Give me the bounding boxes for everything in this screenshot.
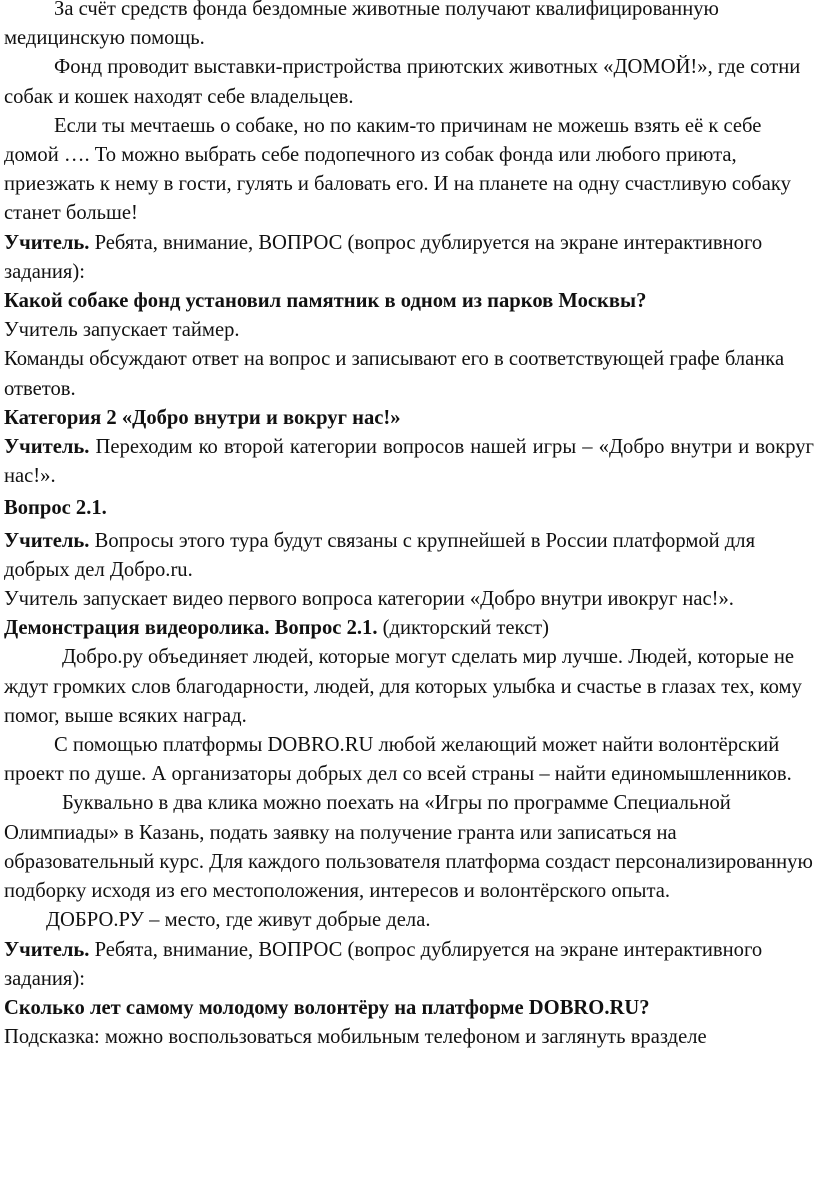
paragraph-text: Переходим ко второй категории вопросов нашей игры – «Добро внутри и вокруг нас!». xyxy=(4,436,814,488)
question-dog-monument xyxy=(4,287,814,316)
paragraph-text: Ребята, внимание, ВОПРОС (вопрос дублируется на экране интерактивного задания): xyxy=(4,938,763,990)
paragraph-hint xyxy=(4,1023,814,1052)
question-2-1-heading xyxy=(4,494,814,523)
teacher-category-2-intro xyxy=(4,433,814,491)
paragraph-text: Учитель запускает таймер. xyxy=(4,319,240,342)
paragraph-two-clicks xyxy=(4,789,814,906)
heading-note: (дикторский текст) xyxy=(377,617,550,640)
question-text: Сколько лет самому молодому волонтёру на платформе DOBRO.RU? xyxy=(4,996,650,1019)
teacher-label: Учитель. xyxy=(4,938,90,961)
paragraph-teams-discuss xyxy=(4,345,814,403)
paragraph-text: Добро.ру объединяет людей, которые могут сделать мир лучше. Людей, которые не ждут громких слов благодарности, людей, для которых улыбка и счастье в глазах тех, кому помог, выше всяких наград. xyxy=(4,646,802,727)
teacher-dobro-platform xyxy=(4,527,814,585)
paragraph-text: Подсказка: можно воспользоваться мобильным телефоном и заглянуть вразделе xyxy=(4,1026,707,1049)
heading-text: Вопрос 2.1. xyxy=(4,497,107,520)
paragraph-text: Ребята, внимание, ВОПРОС (вопрос дублируется на экране интерактивного задания): xyxy=(4,231,763,283)
paragraph-dobro-platform-help xyxy=(4,731,814,789)
paragraph-text: ДОБРО.РУ – место, где живут добрые дела. xyxy=(46,909,431,932)
teacher-question-intro xyxy=(4,229,814,287)
paragraph-text: Буквально в два клика можно поехать на «Игры по программе Специальной Олимпиады» в Казань, подать заявку на получение гранта или записаться на образовательный курс. Для каждого пользователя платформа создаст персонализированную подборку исходя из его местоположения, интересов и волонтёрского опыта. xyxy=(4,792,813,903)
paragraph-text: Команды обсуждают ответ на вопрос и записывают его в соответствующей графе бланка ответов. xyxy=(4,348,785,400)
teacher-label: Учитель. xyxy=(4,231,90,254)
question-text: Какой собаке фонд установил памятник в одном из парков Москвы? xyxy=(4,290,647,313)
paragraph-video-start xyxy=(4,585,814,614)
video-demo-heading xyxy=(4,614,814,643)
paragraph-text: Вопросы этого тура будут связаны с крупнейшей в России платформой для добрых дел Добро.ru. xyxy=(4,529,756,581)
heading-bold-text: Демонстрация видеоролика. Вопрос 2.1. xyxy=(4,617,378,640)
teacher-question-intro-2 xyxy=(4,936,814,994)
paragraph-text: Учитель запускает видео первого вопроса категории «Добро внутри ивокруг нас!». xyxy=(4,588,734,611)
teacher-label: Учитель. xyxy=(4,436,90,459)
paragraph-text: Фонд проводит выставки-пристройства приютских животных «ДОМОЙ!», где сотни собак и кошек находят себе владельцев. xyxy=(4,56,801,108)
teacher-label: Учитель. xyxy=(4,529,90,552)
category-2-heading xyxy=(4,404,814,433)
paragraph-fund-exhibitions xyxy=(4,53,814,111)
paragraph-text: За счёт средств фонда бездомные животные получают квалифицированную медицинскую помощь. xyxy=(4,0,719,50)
question-youngest-volunteer xyxy=(4,994,814,1023)
paragraph-dobro-unites xyxy=(4,643,814,731)
paragraph-dobro-slogan xyxy=(4,906,814,935)
paragraph-text: Если ты мечтаешь о собаке, но по каким-то причинам не можешь взять её к себе домой …. То можно выбрать себе подопечного из собак фонда или любого приюта, приезжать к нему в гости, гулять и баловать его. И на планете на одну счастливую собаку станет больше! xyxy=(4,114,791,225)
heading-text: Категория 2 «Добро внутри и вокруг нас!» xyxy=(4,406,401,429)
paragraph-timer xyxy=(4,316,814,345)
paragraph-text: С помощью платформы DOBRO.RU любой желающий может найти волонтёрский проект по душе. А организаторы добрых дел со всей страны – найти единомышленников. xyxy=(4,734,792,786)
paragraph-fund-medical-help xyxy=(4,0,814,53)
paragraph-dog-dream xyxy=(4,112,814,229)
